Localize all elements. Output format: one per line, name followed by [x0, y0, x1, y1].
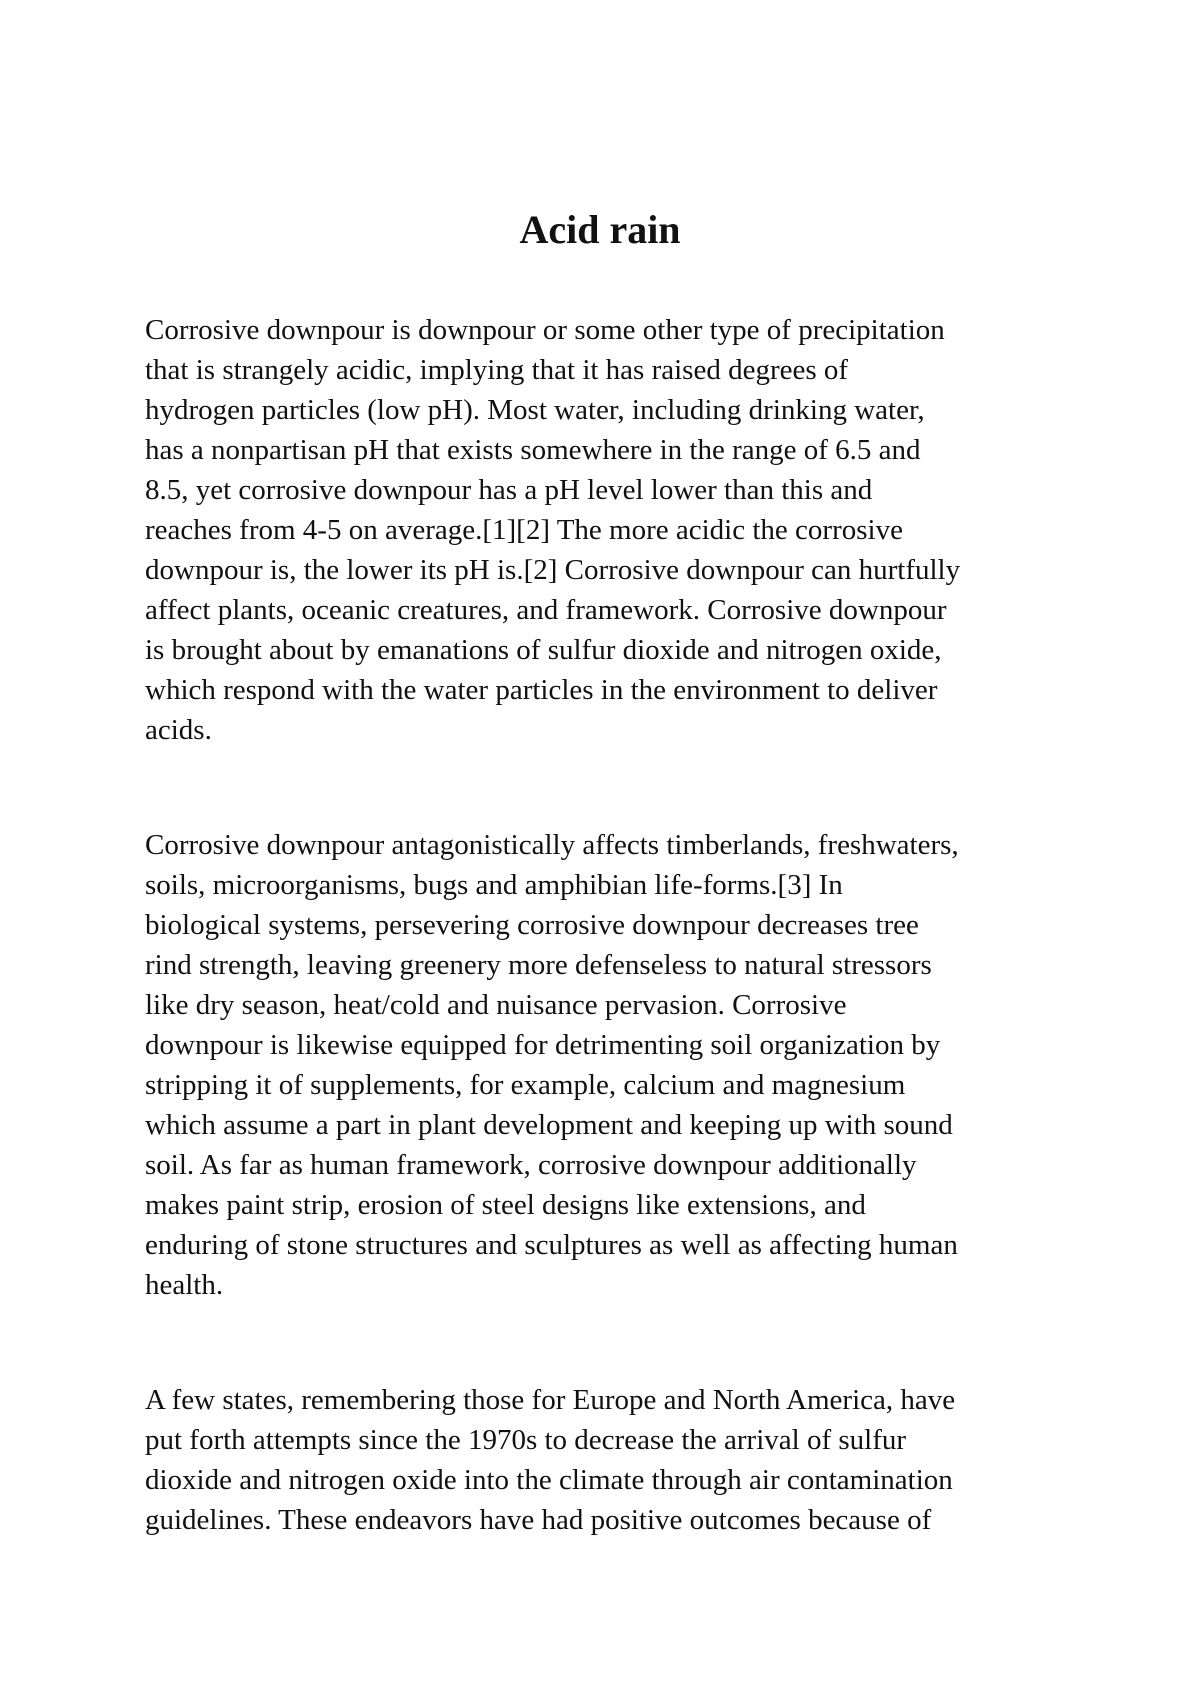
- paragraph-1: Corrosive downpour is downpour or some other type of precipitation that is strangely acidic, implying that it has raised degrees of hydrogen particles (low pH). Most water, including drinking water, has a nonpartisan pH that exists somewhere in the range of 6.5 and 8.5, yet corrosive downpour has a pH level lower than this and reaches from 4-5 on average.[1][2] The more acidic the corrosive downpour is, the lower its pH is.[2] Corrosive downpour can hurtfully affect plants, oceanic creatures, and framework. Corrosive downpour is brought about by emanations of sulfur dioxide and nitrogen oxide, which respond with the water particles in the environment to deliver acids.: [145, 314, 961, 746]
- paragraph-2: Corrosive downpour antagonistically affects timberlands, freshwaters, soils, microorganisms, bugs and amphibian life-forms.[3] In biological systems, persevering corrosive downpour decreases tree rind strength, leaving greenery more defenseless to natural stressors like dry season, heat/cold and nuisance pervasion. Corrosive downpour is likewise equipped for detrimenting soil organization by stripping it of supplements, for example, calcium and magnesium which assume a part in plant development and keeping up with sound soil. As far as human framework, corrosive downpour additionally makes paint strip, erosion of steel designs like extensions, and enduring of stone structures and sculptures as well as affecting human health.: [145, 829, 959, 1301]
- paragraph-3: A few states, remembering those for Europe and North America, have put forth attempts since the 1970s to decrease the arrival of sulfur dioxide and nitrogen oxide into the climate through air contamination guidelines. These endeavors have had positive outcomes because of: [145, 1384, 956, 1536]
- document-title: Acid rain: [519, 207, 681, 252]
